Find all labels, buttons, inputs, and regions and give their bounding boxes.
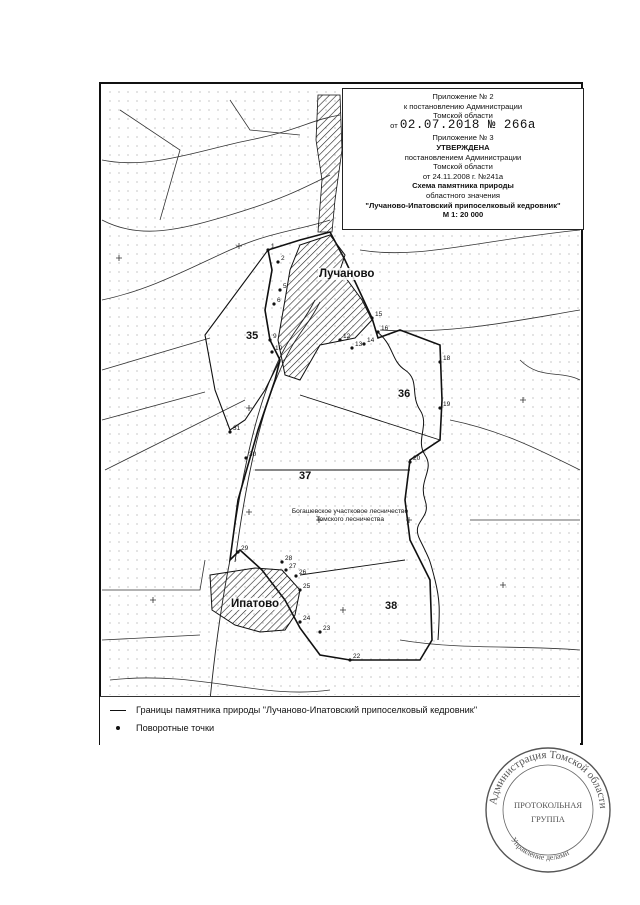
turning-point-label-27: 27 <box>289 563 297 570</box>
turning-point-31 <box>228 430 231 433</box>
turning-point-16 <box>376 330 379 333</box>
stamp-bottom-text: Управление делами <box>509 835 571 863</box>
legend-points <box>110 723 214 733</box>
scheme-title: Схема памятника природы <box>412 181 514 191</box>
legend <box>100 696 580 745</box>
official-stamp <box>482 744 614 876</box>
turning-point-label-5: 5 <box>283 283 287 290</box>
legend-boundary <box>110 705 477 715</box>
turning-point-label-20: 20 <box>413 455 421 462</box>
monument-name: "Лучаново-Ипатовский припоселковый кедровник" <box>365 200 561 210</box>
stamp-center-line2: ГРУППА <box>531 814 565 824</box>
appendix-2-label: Приложение № 2 <box>432 92 494 101</box>
legend-points-label: Поворотные точки <box>136 723 215 733</box>
turning-point-label-31: 31 <box>233 425 241 432</box>
turning-point-26 <box>294 574 297 577</box>
turning-point-label-30: 30 <box>249 451 257 458</box>
header-block <box>342 88 584 230</box>
significance-label: областного значения <box>426 190 500 200</box>
resolution-label: постановлением Администрации <box>404 152 522 162</box>
region-label: Томской области <box>433 111 493 121</box>
turning-point-29 <box>236 550 239 553</box>
turning-point-6 <box>272 302 275 305</box>
appendix-3-label: Приложение № 3 <box>432 133 494 143</box>
turning-point-14 <box>362 342 365 345</box>
quarter-38: 38 <box>385 600 398 612</box>
forestry-line-2: Томского лесничества <box>315 516 385 523</box>
turning-point-19 <box>438 406 441 409</box>
forestry-note <box>280 508 420 524</box>
place-ipatovo: Ипатово <box>231 598 280 610</box>
scale-label: М 1: 20 000 <box>442 210 484 220</box>
quarter-37: 37 <box>299 470 312 482</box>
turning-point-label-6: 6 <box>277 297 281 304</box>
turning-point-25 <box>298 588 301 591</box>
date-line <box>343 117 583 132</box>
turning-point-20 <box>408 460 411 463</box>
forestry-line-1: Богашевское участковое лесничество <box>291 508 409 515</box>
turning-point-10 <box>270 350 273 353</box>
turning-point-label-2: 2 <box>281 255 285 262</box>
point-swatch <box>116 726 120 730</box>
turning-point-2 <box>276 260 279 263</box>
turning-point-5 <box>278 288 281 291</box>
quarter-36: 36 <box>398 388 411 400</box>
date2-label: от 24.11.2008 г. №241а <box>422 171 504 181</box>
stamp-center-line1: ПРОТОКОЛЬНАЯ <box>513 800 583 810</box>
approved-label: УТВЕРЖДЕНА <box>436 142 490 152</box>
legend-boundary-label: Границы памятника природы "Лучаново-Ипатовский припоселковый кедровник" <box>136 705 478 715</box>
turning-point-label-13: 13 <box>355 341 363 348</box>
turning-point-label-15: 15 <box>375 311 383 318</box>
turning-point-22 <box>348 658 351 661</box>
turning-point-label-12: 12 <box>343 333 351 340</box>
handwritten-date: 02.07.2018 № 266а <box>399 117 536 132</box>
turning-point-label-28: 28 <box>285 555 293 562</box>
turning-point-label-1: 1 <box>271 243 275 250</box>
turning-point-label-26: 26 <box>299 569 307 576</box>
turning-point-label-22: 22 <box>353 653 361 660</box>
turning-point-label-25: 25 <box>303 583 311 590</box>
turning-point-label-10: 10 <box>275 345 283 352</box>
turning-point-label-18: 18 <box>443 355 451 362</box>
region2-label: Томской области <box>433 162 493 172</box>
stamp-ring-text: Администрация Томской области <box>487 748 610 809</box>
turning-point-1 <box>266 248 269 251</box>
turning-point-label-16: 16 <box>381 325 389 332</box>
turning-point-label-24: 24 <box>303 615 311 622</box>
turning-point-label-23: 23 <box>323 625 331 632</box>
turning-point-label-9: 9 <box>273 333 277 340</box>
turning-point-23 <box>318 630 321 633</box>
turning-point-label-14: 14 <box>367 337 375 344</box>
turning-point-label-29: 29 <box>241 545 249 552</box>
turning-point-18 <box>438 360 441 363</box>
quarter-35: 35 <box>246 330 259 342</box>
turning-point-label-19: 19 <box>443 401 451 408</box>
date-prefix: от <box>390 120 398 130</box>
turning-point-12 <box>338 338 341 341</box>
turning-point-27 <box>284 568 287 571</box>
boundary-swatch <box>110 710 126 711</box>
turning-point-30 <box>244 456 247 459</box>
turning-point-13 <box>350 346 353 349</box>
turning-point-9 <box>268 338 271 341</box>
turning-point-24 <box>298 620 301 623</box>
turning-point-15 <box>370 316 373 319</box>
turning-point-28 <box>280 560 283 563</box>
to-resolution-label: к постановлению Администрации <box>403 101 523 111</box>
place-luchanovo: Лучаново <box>319 268 375 280</box>
